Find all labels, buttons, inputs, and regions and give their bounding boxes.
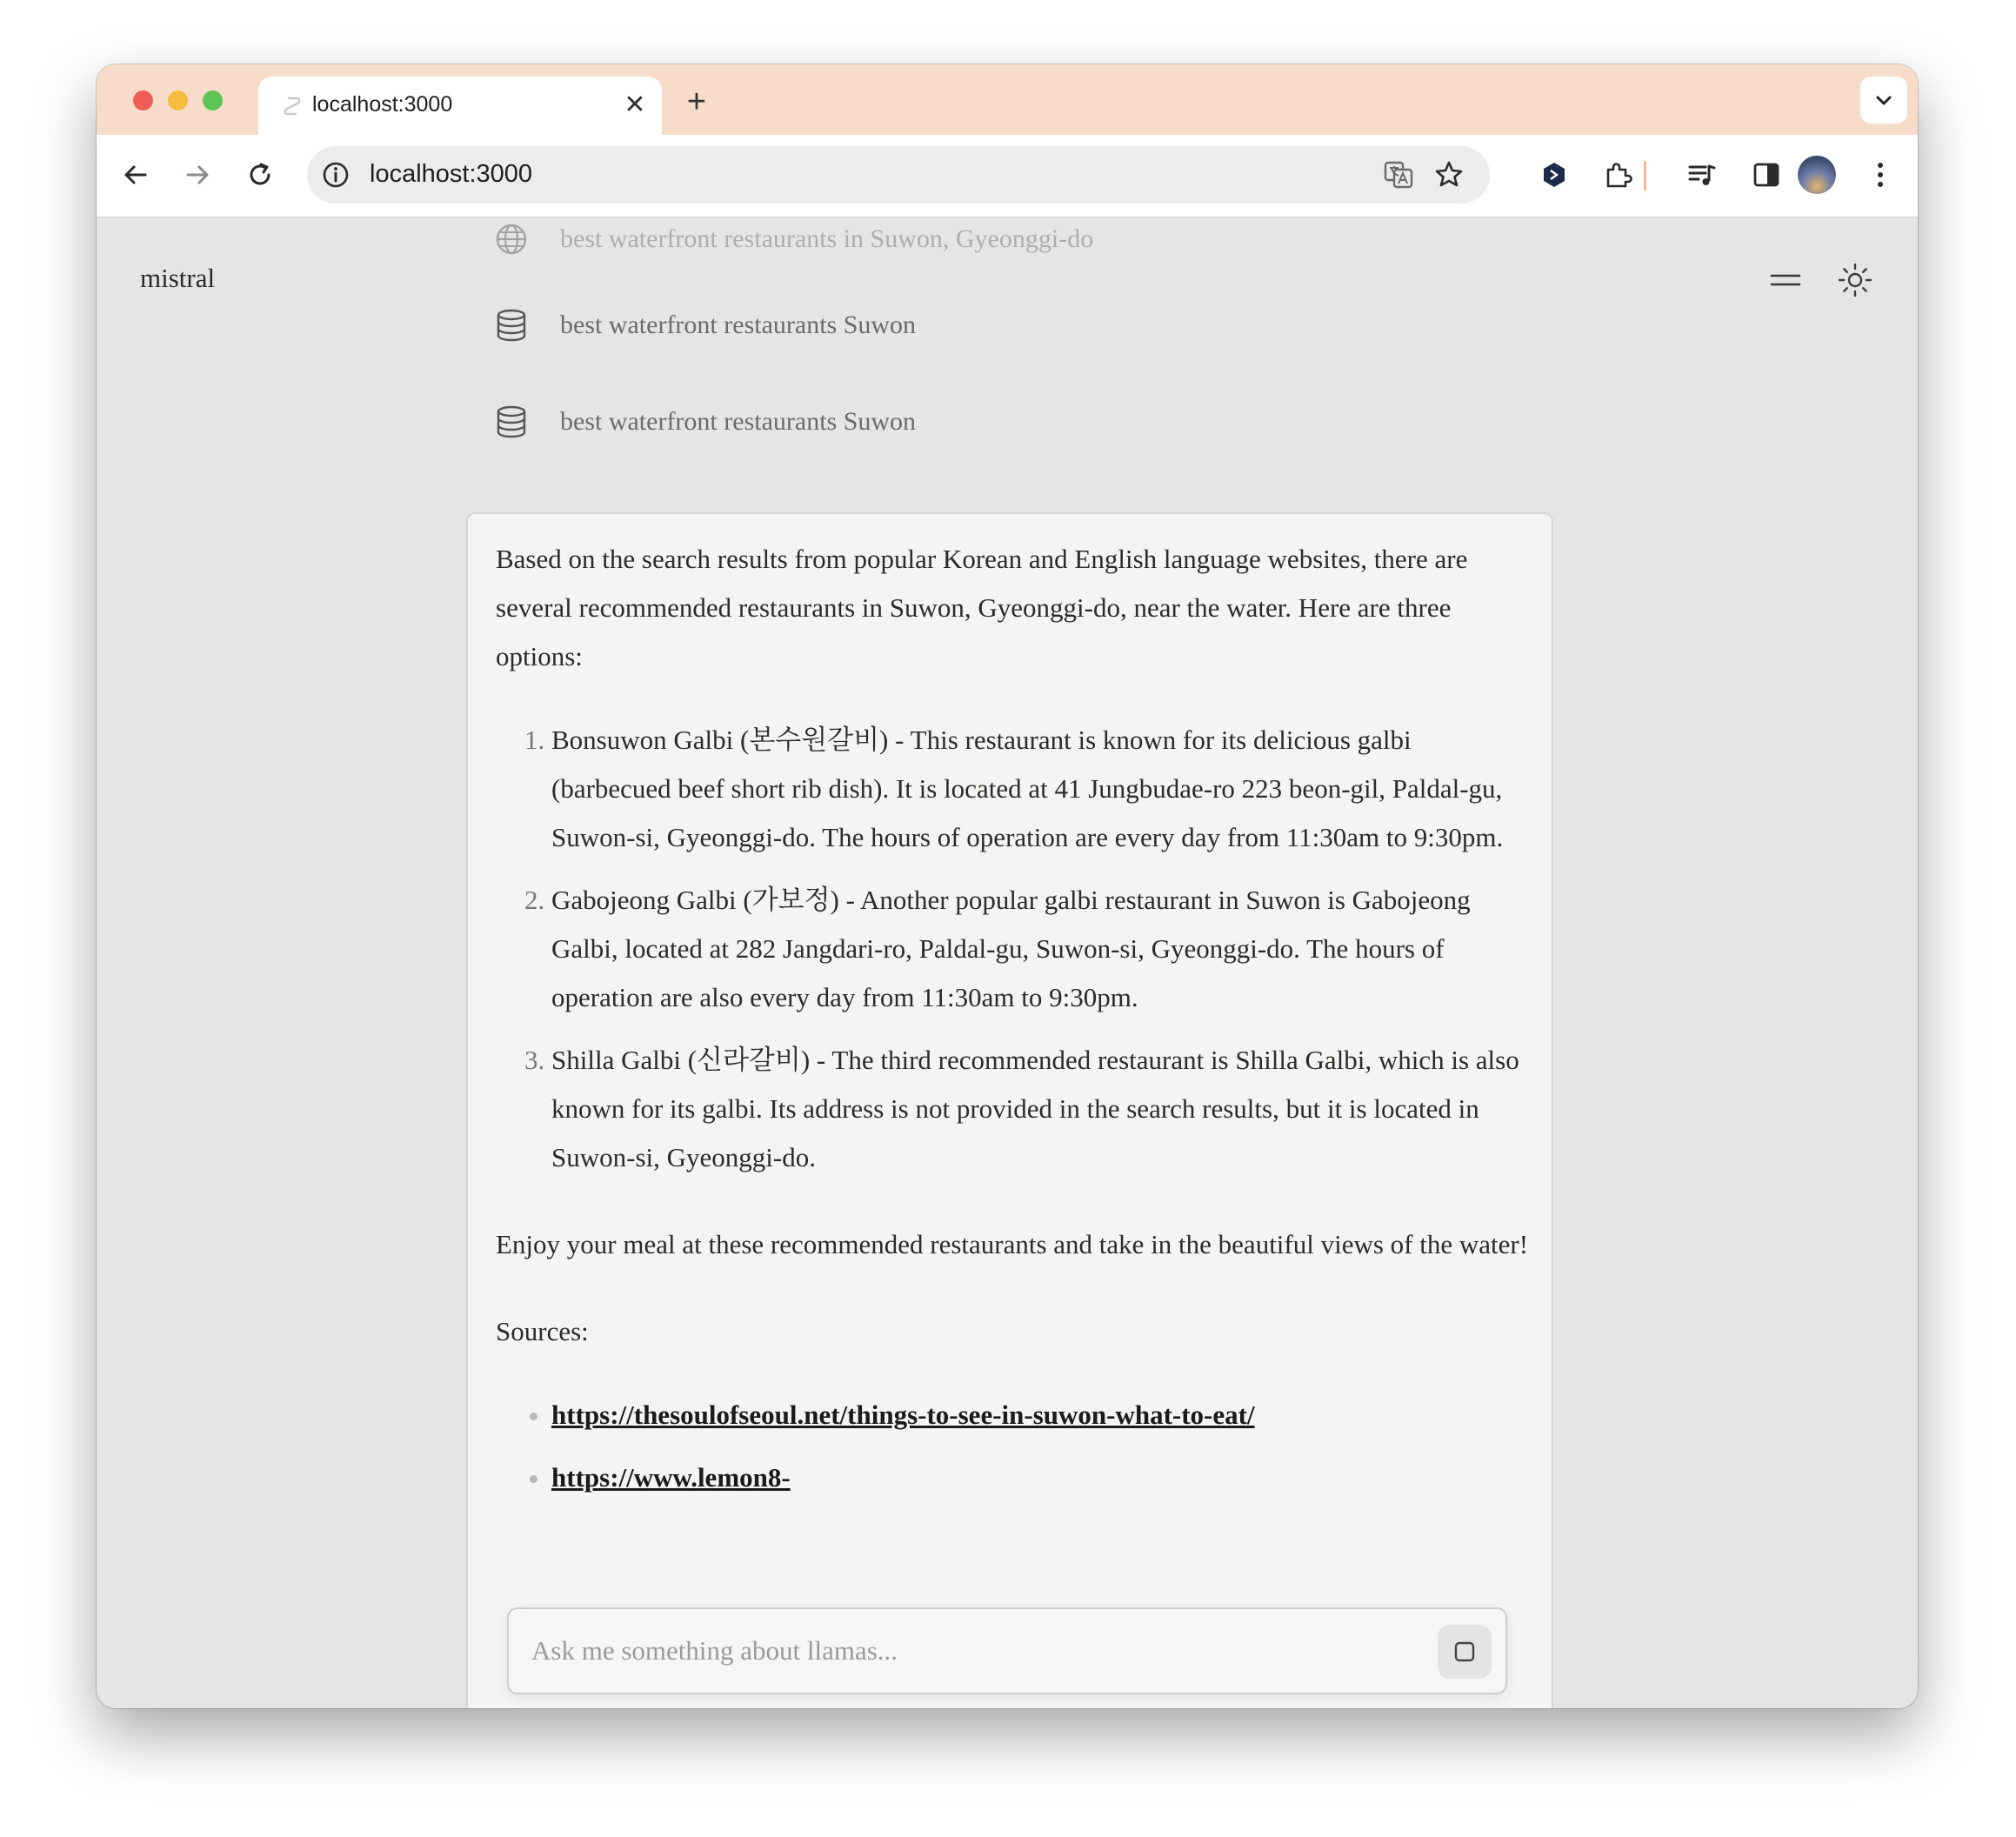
search-step: [494, 217, 1093, 261]
sources-list: [496, 1391, 1531, 1502]
search-query: best waterfront restaurants Suwon: [560, 407, 917, 436]
tab-search-button[interactable]: [1860, 77, 1907, 124]
toolbar-separator: [1644, 161, 1646, 190]
search-step: [494, 400, 916, 444]
url-text[interactable]: localhost:3000: [370, 160, 533, 188]
list-item: [551, 1453, 1531, 1502]
list-item: 1. Bonsuwon Galbi (본수원갈비) - This restaurant is known for its delicious galbi (barbecued beef short rib dish). It is located at 41 Jungbudae-ro 223 beon-gil, Paldal-gu, Suwon-si, Gyeonggi-do. The hours of operation are every day from 11:30am to 9:30pm.: [551, 716, 1531, 862]
browser-tab-active[interactable]: [258, 77, 662, 135]
app-brand: mistral: [140, 263, 216, 293]
tab-strip: [97, 64, 1918, 135]
profile-avatar[interactable]: [1798, 156, 1836, 194]
chevron-down-icon: [1860, 77, 1907, 124]
source-link[interactable]: https://thesoulofseoul.net/things-to-see-in-suwon-what-to-eat/: [551, 1399, 1255, 1430]
menu-icon[interactable]: [1766, 261, 1805, 299]
database-icon: [494, 308, 529, 343]
reload-button[interactable]: [239, 154, 281, 196]
queue-music-icon: [1686, 159, 1718, 190]
source-link[interactable]: https://www.lemon8-: [551, 1462, 791, 1493]
globe-icon: [494, 222, 529, 257]
browser-menu-button[interactable]: [1859, 154, 1901, 196]
site-info-icon[interactable]: [319, 158, 352, 191]
answer-intro: Based on the search results from popular Korean and English language websites, there are several recommended restaurants in Suwon, Gyeonggi-do, near the water. Here are three options:: [496, 544, 1468, 671]
chat-input[interactable]: [530, 1625, 1420, 1677]
search-query: best waterfront restaurants in Suwon, Gyeonggi-do: [560, 224, 1094, 253]
list-item: 3. Shilla Galbi (신라갈비) - The third recommended restaurant is Shilla Galbi, which is also known for its galbi. Its address is not provided in the search results, but it is located in Suwon-si, Gyeonggi-do.: [551, 1036, 1531, 1182]
search-query: best waterfront restaurants Suwon: [560, 311, 917, 339]
back-button[interactable]: [115, 154, 157, 196]
close-window-button[interactable]: [133, 90, 153, 110]
more-vertical-icon: [1867, 160, 1893, 190]
extension-button[interactable]: [1533, 154, 1575, 196]
restaurant-list: [496, 716, 1531, 1182]
answer-outro: Enjoy your meal at these recommended restaurants and take in the beautiful views of the water!: [496, 1229, 1529, 1259]
chat-input-box: [507, 1607, 1507, 1694]
media-control-button[interactable]: [1681, 154, 1723, 196]
reload-icon: [246, 161, 274, 189]
side-panel-icon: [1752, 160, 1781, 190]
tab-title: localhost:3000: [312, 92, 453, 117]
answer-body: [496, 535, 1531, 1516]
extensions-menu-button[interactable]: [1598, 154, 1639, 196]
browser-toolbar: [97, 135, 1918, 217]
list-item: [551, 1391, 1531, 1440]
forward-button[interactable]: [177, 154, 218, 196]
sun-icon[interactable]: [1836, 261, 1874, 299]
tab-close-button[interactable]: ✕: [624, 90, 646, 119]
stop-button[interactable]: [1438, 1625, 1492, 1679]
stop-square-icon: [1452, 1639, 1478, 1665]
puzzle-icon: [1603, 159, 1634, 190]
address-bar[interactable]: [307, 146, 1490, 204]
answer-card: [466, 512, 1553, 1708]
side-panel-button[interactable]: [1746, 154, 1787, 196]
hexagon-extension-icon: [1539, 160, 1569, 190]
database-icon: [494, 404, 529, 439]
search-step: [494, 304, 916, 347]
page-content: [97, 217, 1918, 1708]
arrow-right-icon: [184, 161, 211, 189]
bookmark-star-icon[interactable]: [1432, 158, 1465, 191]
sources-label: Sources:: [496, 1316, 589, 1346]
minimize-window-button[interactable]: [168, 90, 188, 110]
browser-window: [97, 64, 1918, 1708]
arrow-left-icon: [122, 161, 150, 189]
maximize-window-button[interactable]: [203, 90, 223, 110]
translate-icon[interactable]: [1382, 158, 1415, 191]
list-item: 2. Gabojeong Galbi (가보정) - Another popular galbi restaurant in Suwon is Gabojeong Galbi, located at 282 Jangdari-ro, Paldal-gu, Suwon-si, Gyeonggi-do. The hours of operation are also every day from 11:30am to 9:30pm.: [551, 876, 1531, 1022]
favicon-icon: [281, 95, 304, 117]
new-tab-button[interactable]: +: [686, 84, 707, 120]
